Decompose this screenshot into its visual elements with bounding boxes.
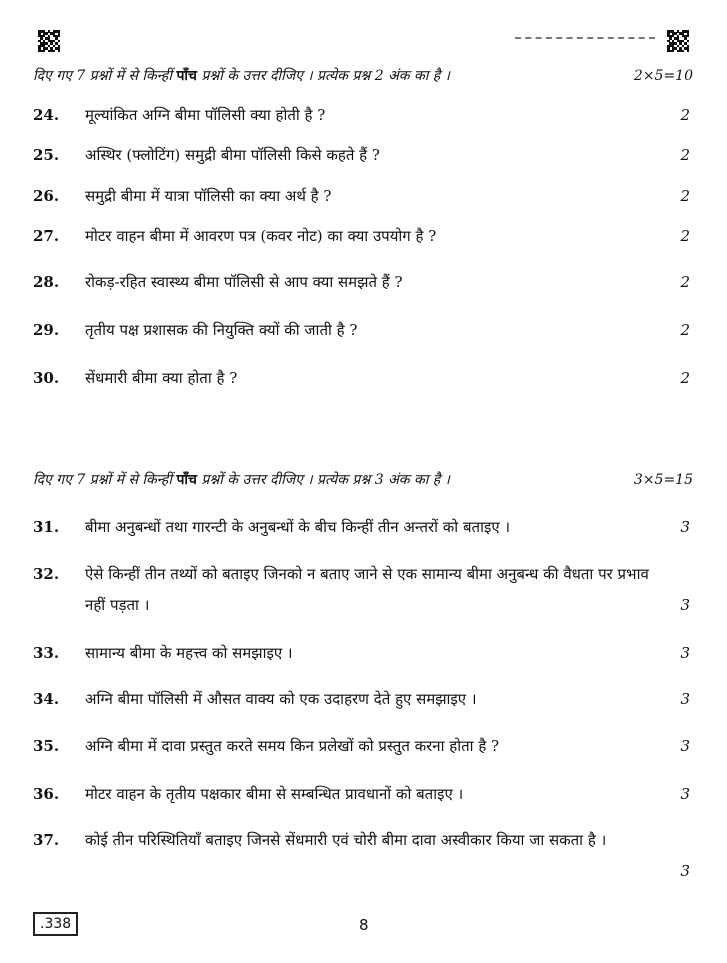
qr-code-icon: [667, 30, 689, 52]
question-marks: 2: [680, 146, 690, 164]
question-text: मूल्यांकित अग्नि बीमा पॉलिसी क्या होती है ?: [85, 106, 326, 124]
section-b-instruction: [33, 470, 693, 490]
section-b-marks: 3×5=15: [633, 472, 693, 488]
question-number: 27.: [33, 227, 60, 245]
question-number: 30.: [33, 369, 60, 387]
question-marks: 3: [680, 737, 690, 755]
question-marks: 2: [680, 369, 690, 387]
question-text: सेंधमारी बीमा क्या होता है ?: [85, 369, 238, 387]
question-number: 31.: [33, 518, 60, 536]
question-marks: 3: [680, 785, 690, 803]
instruction-text: प्रश्नों के उत्तर दीजिए । प्रत्येक प्रश्न 3 अंक का है ।: [196, 472, 450, 488]
question-number: 35.: [33, 737, 60, 755]
question-marks: 3: [680, 518, 690, 536]
question-marks: 3: [680, 690, 690, 708]
question-marks: 3: [680, 596, 690, 614]
question-number: 25.: [33, 146, 60, 164]
question-text: रोकड़-रहित स्वास्थ्य बीमा पॉलिसी से आप क्या समझते हैं ?: [85, 273, 403, 291]
question-text: अग्नि बीमा पॉलिसी में औसत वाक्य को एक उदाहरण देते हुए समझाइए ।: [85, 690, 477, 708]
paper-code: .338: [33, 912, 78, 936]
question-number: 37.: [33, 831, 60, 849]
question-number: 28.: [33, 273, 60, 291]
section-a-instruction: [33, 66, 693, 86]
question-text: अस्थिर (फ्लोटिंग) समुद्री बीमा पॉलिसी किसे कहते हैं ?: [85, 146, 380, 164]
question-number: 32.: [33, 565, 60, 583]
question-number: 36.: [33, 785, 60, 803]
question-text: मोटर वाहन के तृतीय पक्षकार बीमा से सम्बन्धित प्रावधानों को बताइए ।: [85, 785, 464, 803]
question-text: समुद्री बीमा में यात्रा पॉलिसी का क्या अर्थ है ?: [85, 187, 332, 205]
instruction-text: दिए गए 7 प्रश्नों में से किन्हीं: [33, 68, 177, 84]
question-text: सामान्य बीमा के महत्त्व को समझाइए ।: [85, 644, 293, 662]
question-marks: 2: [680, 187, 690, 205]
question-marks: 3: [680, 862, 690, 880]
question-number: 24.: [33, 106, 60, 124]
instruction-emphasis: पाँच: [176, 472, 197, 488]
section-a-marks: 2×5=10: [633, 68, 693, 84]
question-text: अग्नि बीमा में दावा प्रस्तुत करते समय किन प्रलेखों को प्रस्तुत करना होता है ?: [85, 737, 500, 755]
question-text: मोटर वाहन बीमा में आवरण पत्र (कवर नोट) का क्या उपयोग है ?: [85, 227, 437, 245]
question-number: 34.: [33, 690, 60, 708]
question-marks: 2: [680, 106, 690, 124]
question-marks: 2: [680, 321, 690, 339]
question-number: 33.: [33, 644, 60, 662]
question-marks: 3: [680, 644, 690, 662]
question-marks: 2: [680, 273, 690, 291]
question-marks: 2: [680, 227, 690, 245]
instruction-text: प्रश्नों के उत्तर दीजिए । प्रत्येक प्रश्न 2 अंक का है ।: [196, 68, 450, 84]
instruction-emphasis: पाँच: [176, 68, 197, 84]
instruction-text: दिए गए 7 प्रश्नों में से किन्हीं: [33, 472, 177, 488]
question-text: ऐसे किन्हीं तीन तथ्यों को बताइए जिनको न बताए जाने से एक सामान्य बीमा अनुबन्ध की वैधता पर प्रभाव नहीं पड़ता ।: [85, 565, 649, 614]
question-text: कोई तीन परिस्थितियाँ बताइए जिनसे सेंधमारी एवं चोरी बीमा दावा अस्वीकार किया जा सकता है ।: [85, 831, 607, 849]
page-number: 8: [359, 916, 369, 934]
question-text: बीमा अनुबन्धों तथा गारन्टी के अनुबन्धों के बीच किन्हीं तीन अन्तरों को बताइए ।: [85, 518, 511, 536]
header-dash-line: [515, 37, 655, 39]
question-number: 29.: [33, 321, 60, 339]
question-text: तृतीय पक्ष प्रशासक की नियुक्ति क्यों की जाती है ?: [85, 321, 358, 339]
question-number: 26.: [33, 187, 60, 205]
qr-code-icon: [38, 30, 60, 52]
